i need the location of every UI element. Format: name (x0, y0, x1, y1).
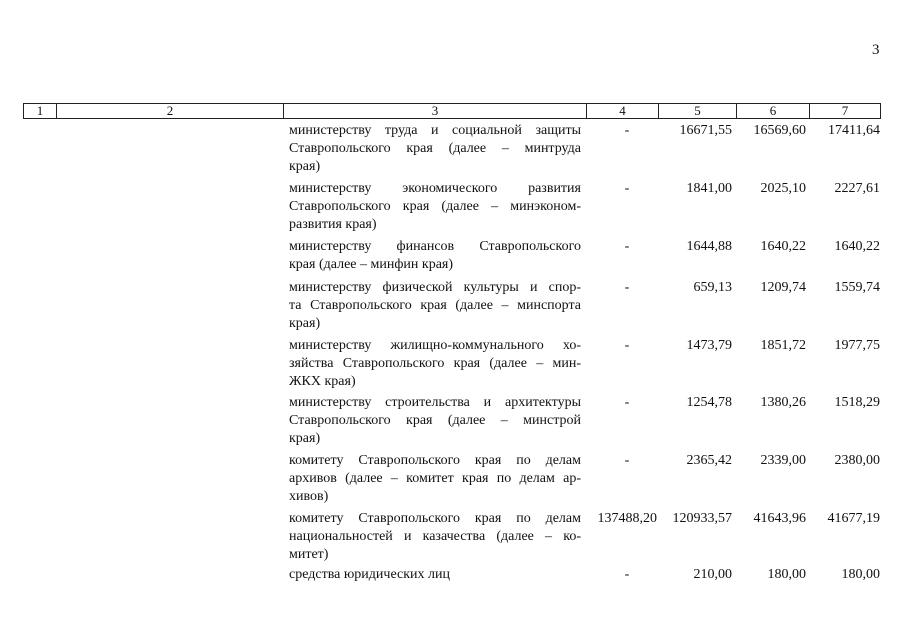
row-description (289, 566, 581, 584)
row-description (289, 394, 581, 448)
description-line: министерству физической культуры и спор- (289, 280, 581, 295)
description-line: ЖКХ края) (289, 374, 356, 389)
header-col-7: 7 (841, 103, 849, 118)
value-col-5: 1644,88 (686, 239, 732, 254)
description-line: министерству жилищно-коммунального хо- (289, 338, 581, 353)
value-col-7: 2380,00 (834, 453, 880, 468)
description-line: министерству труда и социальной защиты (289, 123, 581, 138)
header-col-4: 4 (619, 103, 626, 118)
value-col-6: 1640,22 (760, 239, 806, 254)
header-col-2: 2 (166, 103, 174, 118)
header-col-5: 5 (694, 103, 701, 118)
value-col-4: - (624, 453, 630, 468)
value-col-7: 1640,22 (834, 239, 880, 254)
description-line: хивов) (289, 489, 329, 504)
value-col-4: 137488,20 (597, 511, 657, 526)
value-col-4: - (624, 338, 630, 353)
value-col-6: 180,00 (767, 567, 806, 582)
value-col-5: 659,13 (693, 280, 732, 295)
value-col-6: 16569,60 (753, 123, 806, 138)
value-col-5: 210,00 (693, 567, 732, 582)
value-col-7: 1559,74 (834, 280, 880, 295)
value-col-7: 1518,29 (834, 395, 880, 410)
row-description (289, 337, 581, 391)
row-description (289, 510, 581, 564)
description-line: края) (289, 316, 321, 331)
value-col-6: 1209,74 (760, 280, 806, 295)
description-line: министерству финансов Ставропольского (289, 239, 581, 254)
header-col-1: 1 (36, 103, 44, 118)
header-col-3: 3 (431, 103, 439, 118)
description-line: развития края) (289, 217, 377, 232)
description-line: комитету Ставропольского края по делам (289, 511, 581, 526)
description-line: Ставропольского края (далее – минэконом- (289, 199, 581, 214)
value-col-7: 180,00 (841, 567, 880, 582)
value-col-7: 17411,64 (828, 123, 880, 138)
description-line: средства юридических лиц (289, 567, 450, 582)
row-description (289, 452, 581, 506)
value-col-7: 41677,19 (827, 511, 880, 526)
description-line: края (далее – минфин края) (289, 257, 454, 272)
description-line: архивов (далее – комитет края по делам ар- (289, 471, 581, 486)
description-line: митет) (289, 547, 329, 562)
row-description (289, 180, 581, 234)
value-col-6: 1380,26 (760, 395, 806, 410)
value-col-7: 2227,61 (834, 181, 880, 196)
value-col-7: 1977,75 (834, 338, 880, 353)
description-line: зяйства Ставропольского края (далее – мин- (289, 356, 581, 371)
description-line: края) (289, 431, 321, 446)
page-number: 3 (872, 42, 880, 58)
description-line: министерству экономического развития (289, 181, 581, 196)
description-line: комитету Ставропольского края по делам (289, 453, 581, 468)
value-col-5: 1254,78 (686, 395, 732, 410)
description-line: Ставропольского края (далее – минстрой (289, 413, 581, 428)
value-col-5: 1473,79 (686, 338, 732, 353)
value-col-5: 120933,57 (672, 511, 732, 526)
value-col-6: 41643,96 (753, 511, 806, 526)
row-description (289, 238, 581, 274)
description-line: национальностей и казачества (далее – ко- (289, 529, 581, 544)
value-col-6: 2339,00 (760, 453, 806, 468)
value-col-4: - (624, 181, 630, 196)
description-line: края) (289, 159, 321, 174)
description-line: министерству строительства и архитектуры (289, 395, 581, 410)
value-col-5: 16671,55 (679, 123, 732, 138)
value-col-4: - (624, 239, 630, 254)
value-col-4: - (624, 123, 630, 138)
value-col-4: - (624, 395, 630, 410)
row-description (289, 122, 581, 176)
description-line: та Ставропольского края (далее – минспорта (289, 298, 581, 313)
row-description (289, 279, 581, 333)
value-col-6: 1851,72 (760, 338, 806, 353)
header-col-6: 6 (769, 103, 777, 118)
value-col-4: - (624, 280, 630, 295)
value-col-4: - (624, 567, 630, 582)
table-header-row (23, 103, 881, 119)
value-col-6: 2025,10 (760, 181, 806, 196)
value-col-5: 2365,42 (686, 453, 732, 468)
description-line: Ставропольского края (далее – минтруда (289, 141, 581, 156)
value-col-5: 1841,00 (686, 181, 732, 196)
